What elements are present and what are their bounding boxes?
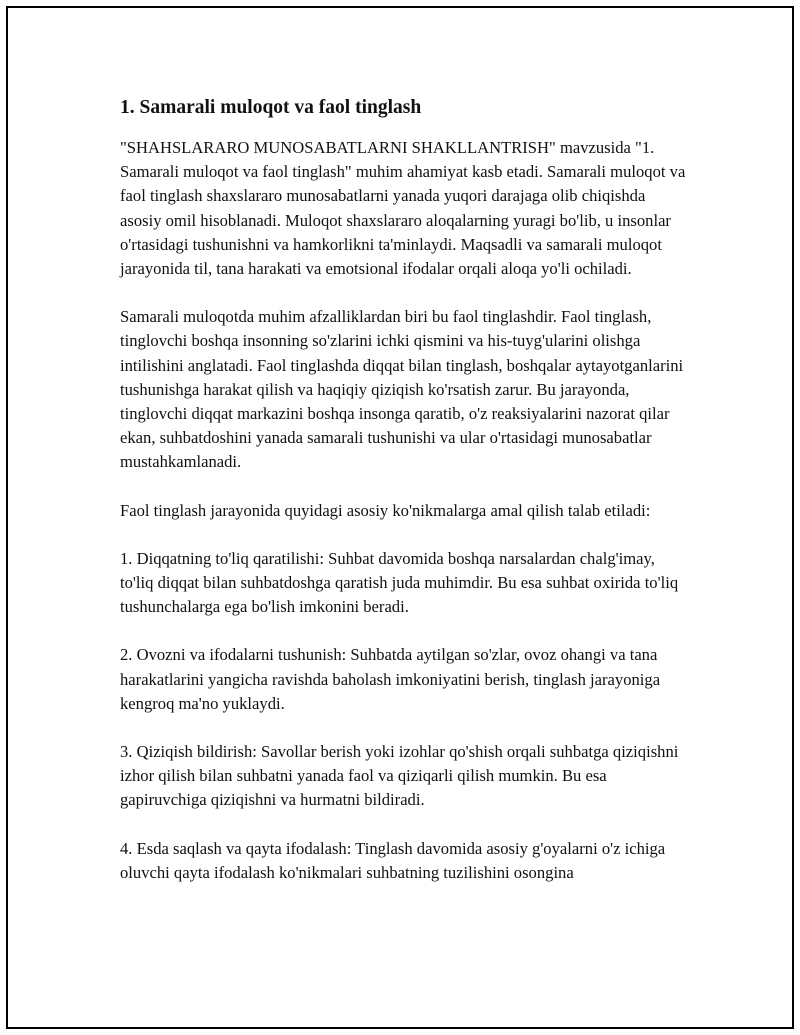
paragraph-skills-intro: Faol tinglash jarayonida quyidagi asosiy ko'nikmalarga amal qilish talab etiladi: xyxy=(120,500,651,520)
list-item-3: 3. Qiziqish bildirish: Savollar berish yoki izohlar qo'shish orqali suhbatga qiziqishni izhor qilish bilan suhbatni yanada faol va qiziqarli qilish mumkin. Bu esa gapiruvchiga qiziqishni va hurmatni bildiradi. xyxy=(120,742,679,810)
list-item-2: 2. Ovozni va ifodalarni tushunish: Suhbatda aytilgan so'zlar, ovoz ohangi va tana harakatlarini yangicha ravishda baholash imkoniyatini berish, tinglash jarayoniga kengroq ma'no yuklaydi. xyxy=(120,645,661,713)
list-item-4: 4. Esda saqlash va qayta ifodalash: Tinglash davomida asosiy g'oyalarni o'z ichiga oluvchi qayta ifodalash ko'nikmalari suhbatning tuzilishini osongina xyxy=(120,838,666,882)
paragraph-intro: "SHAHSLARARO MUNOSABATLARNI SHAKLLANTRISH" mavzusida "1. Samarali muloqot va faol tinglash" muhim ahamiyat kasb etadi. Samarali muloqot va faol tinglash shaxslararo munosabatlarni yanada yuqori darajaga olib chiqishda asosiy omil hisoblanadi. Muloqot shaxslararo aloqalarning yuragi bo'lib, u insonlar o'rtasidagi tushunishni va hamkorlikni ta'minlaydi. Maqsadli va samarali muloqot jarayonida til, tana harakati va emotsional ifodalar orqali aloqa yo'li ochiladi. xyxy=(120,138,686,279)
list-item-1: 1. Diqqatning to'liq qaratilishi: Suhbat davomida boshqa narsalardan chalg'imay, to'liq diqqat bilan suhbatdoshga qaratish juda muhimdir. Bu esa suhbat oxirida to'liq tushunchalarga ega bo'lish imkonini beradi. xyxy=(120,548,679,617)
paragraph-active-listening: Samarali muloqotda muhim afzalliklardan biri bu faol tinglashdir. Faol tinglash, tinglovchi boshqa insonning so'zlarini ichki qismini va his-tuyg'ularini olishga intilishini anglatadi. Faol tinglashda diqqat bilan tinglash, boshqalar aytayotganlarini tushunishga harakat qilish va haqiqiy qiziqish ko'rsatish zarur. Bu jarayonda, tinglovchi diqqat markazini boshqa insonga qaratib, o'z reaksiyalarini nazorat qilar ekan, suhbatdoshini yanada samarali tushunishi va ular o'rtasidagi munosabatlar mustahkamlanadi. xyxy=(120,307,684,472)
section-title: 1. Samarali muloqot va faol tinglash xyxy=(120,97,422,118)
document-body xyxy=(120,94,686,909)
document-page xyxy=(6,6,794,1029)
